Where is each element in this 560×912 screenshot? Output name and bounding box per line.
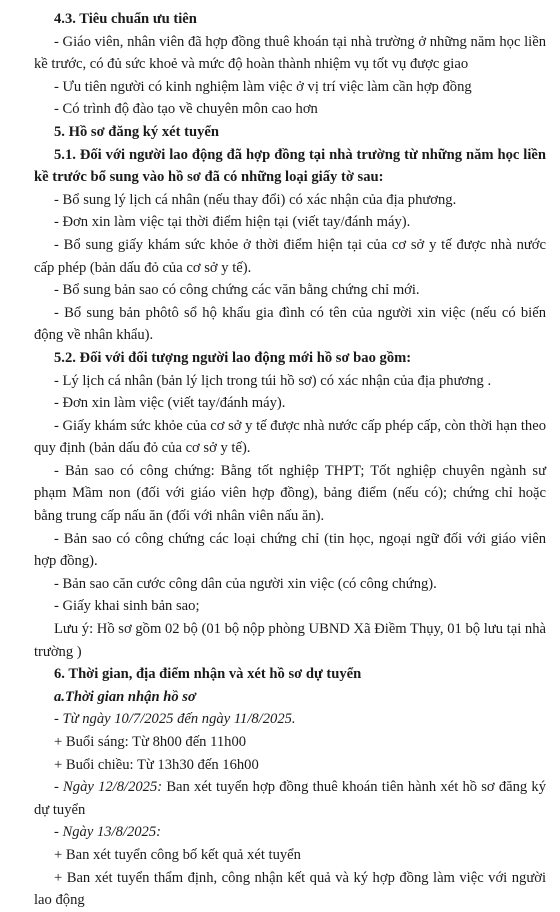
s6-afternoon: + Buổi chiều: Từ 13h30 đến 16h00	[54, 756, 259, 773]
section-5-heading: 5. Hồ sơ đăng ký xét tuyển	[54, 123, 219, 140]
section-4-3-heading: 4.3. Tiêu chuẩn ưu tiên	[54, 11, 197, 27]
section-5-2-heading: 5.2. Đối với đối tượng người lao động mới hồ sơ bao gồm:	[54, 349, 412, 366]
s52-item-4: - Bản sao có công chứng: Bằng tốt nghiệp THPT; Tốt nghiệp chuyên ngành sư phạm Mầm non (đối với giáo viên hợp đồng), bảng điểm (nếu có); chứng chỉ hoặc bằng trung cấp nấu ăn (đối với nhân viên nấu ăn).	[34, 462, 546, 525]
s43-item-2: - Ưu tiên người có kinh nghiệm làm việc ở vị trí việc làm cần hợp đồng	[54, 78, 472, 95]
s6-date-12-text: Ban xét tuyển hợp đồng thuê khoán tiên hành xét hồ sơ đăng ký dự tuyển	[34, 779, 546, 818]
section-6-heading: 6. Thời gian, địa điểm nhận và xét hồ sơ dự tuyển	[54, 666, 362, 683]
s52-item-3: - Giấy khám sức khỏe của cơ sở y tế được nhà nước cấp phép cấp, còn thời hạn theo quy định (bản dấu đỏ của cơ sở y tế).	[34, 417, 546, 457]
section-5-1-heading: 5.1. Đối với người lao động đã hợp đồng tại nhà trường từ những năm học liền kề trước bổ sung vào hồ sơ đã có những loại giấy tờ sau:	[34, 146, 546, 186]
s51-item-4: - Bổ sung bản sao có công chứng các văn bằng chứng chỉ mới.	[54, 282, 420, 299]
s52-item-2: - Đơn xin làm việc (viết tay/đánh máy).	[54, 395, 286, 412]
s6-date-13-label: - Ngày 13/8/2025:	[54, 824, 162, 841]
s51-item-1: - Bổ sung lý lịch cá nhân (nếu thay đổi) có xác nhận của địa phương.	[54, 191, 457, 208]
s6-date-12-label: - Ngày 12/8/2025:	[54, 779, 163, 796]
s43-item-3: - Có trình độ đào tạo về chuyên môn cao hơn	[54, 101, 318, 118]
s51-item-5: - Bổ sung bản phôtô sổ hộ khẩu gia đình có tên của người xin việc (nếu có biến động về nhân khẩu).	[34, 304, 546, 344]
s51-item-3: - Bổ sung giấy khám sức khỏe ở thời điểm hiện tại của cơ sở y tế được nhà nước cấp phép (bản dấu đỏ của cơ sở y tế).	[34, 236, 546, 276]
s6-d13-item-2: + Ban xét tuyển thẩm định, công nhận kết quả và ký hợp đồng làm việc với người lao động	[34, 869, 546, 909]
s52-item-5: - Bản sao có công chứng các loại chứng chỉ (tin học, ngoại ngữ đối với giáo viên hợp đồng).	[34, 530, 546, 570]
s52-item-1: - Lý lịch cá nhân (bản lý lịch trong túi hồ sơ) có xác nhận của địa phương .	[54, 372, 492, 389]
s52-item-6: - Bản sao căn cước công dân của người xin việc (có công chứng).	[54, 575, 437, 592]
s52-note: Lưu ý: Hồ sơ gồm 02 bộ (01 bộ nộp phòng UBND Xã Điềm Thụy, 01 bộ lưu tại nhà trường )	[34, 621, 546, 660]
s52-item-7: - Giấy khai sinh bản sao;	[54, 598, 200, 615]
s6-period: - Từ ngày 10/7/2025 đến ngày 11/8/2025.	[54, 711, 296, 728]
s6-d13-item-1: + Ban xét tuyển công bố kết quả xét tuyển	[54, 846, 301, 863]
section-6a-heading: a.Thời gian nhận hồ sơ	[54, 688, 196, 705]
s6-morning: + Buổi sáng: Từ 8h00 đến 11h00	[54, 734, 247, 750]
s6-date-12	[34, 776, 546, 821]
s43-item-1: - Giáo viên, nhân viên đã hợp đồng thuê khoán tại nhà trường ở những năm học liền kề trước, có đủ sức khoẻ và mức độ hoàn thành nhiệm vụ tốt vụ được giao	[34, 33, 546, 73]
s51-item-2: - Đơn xin làm việc tại thời điểm hiện tại (viết tay/đánh máy).	[54, 214, 411, 231]
